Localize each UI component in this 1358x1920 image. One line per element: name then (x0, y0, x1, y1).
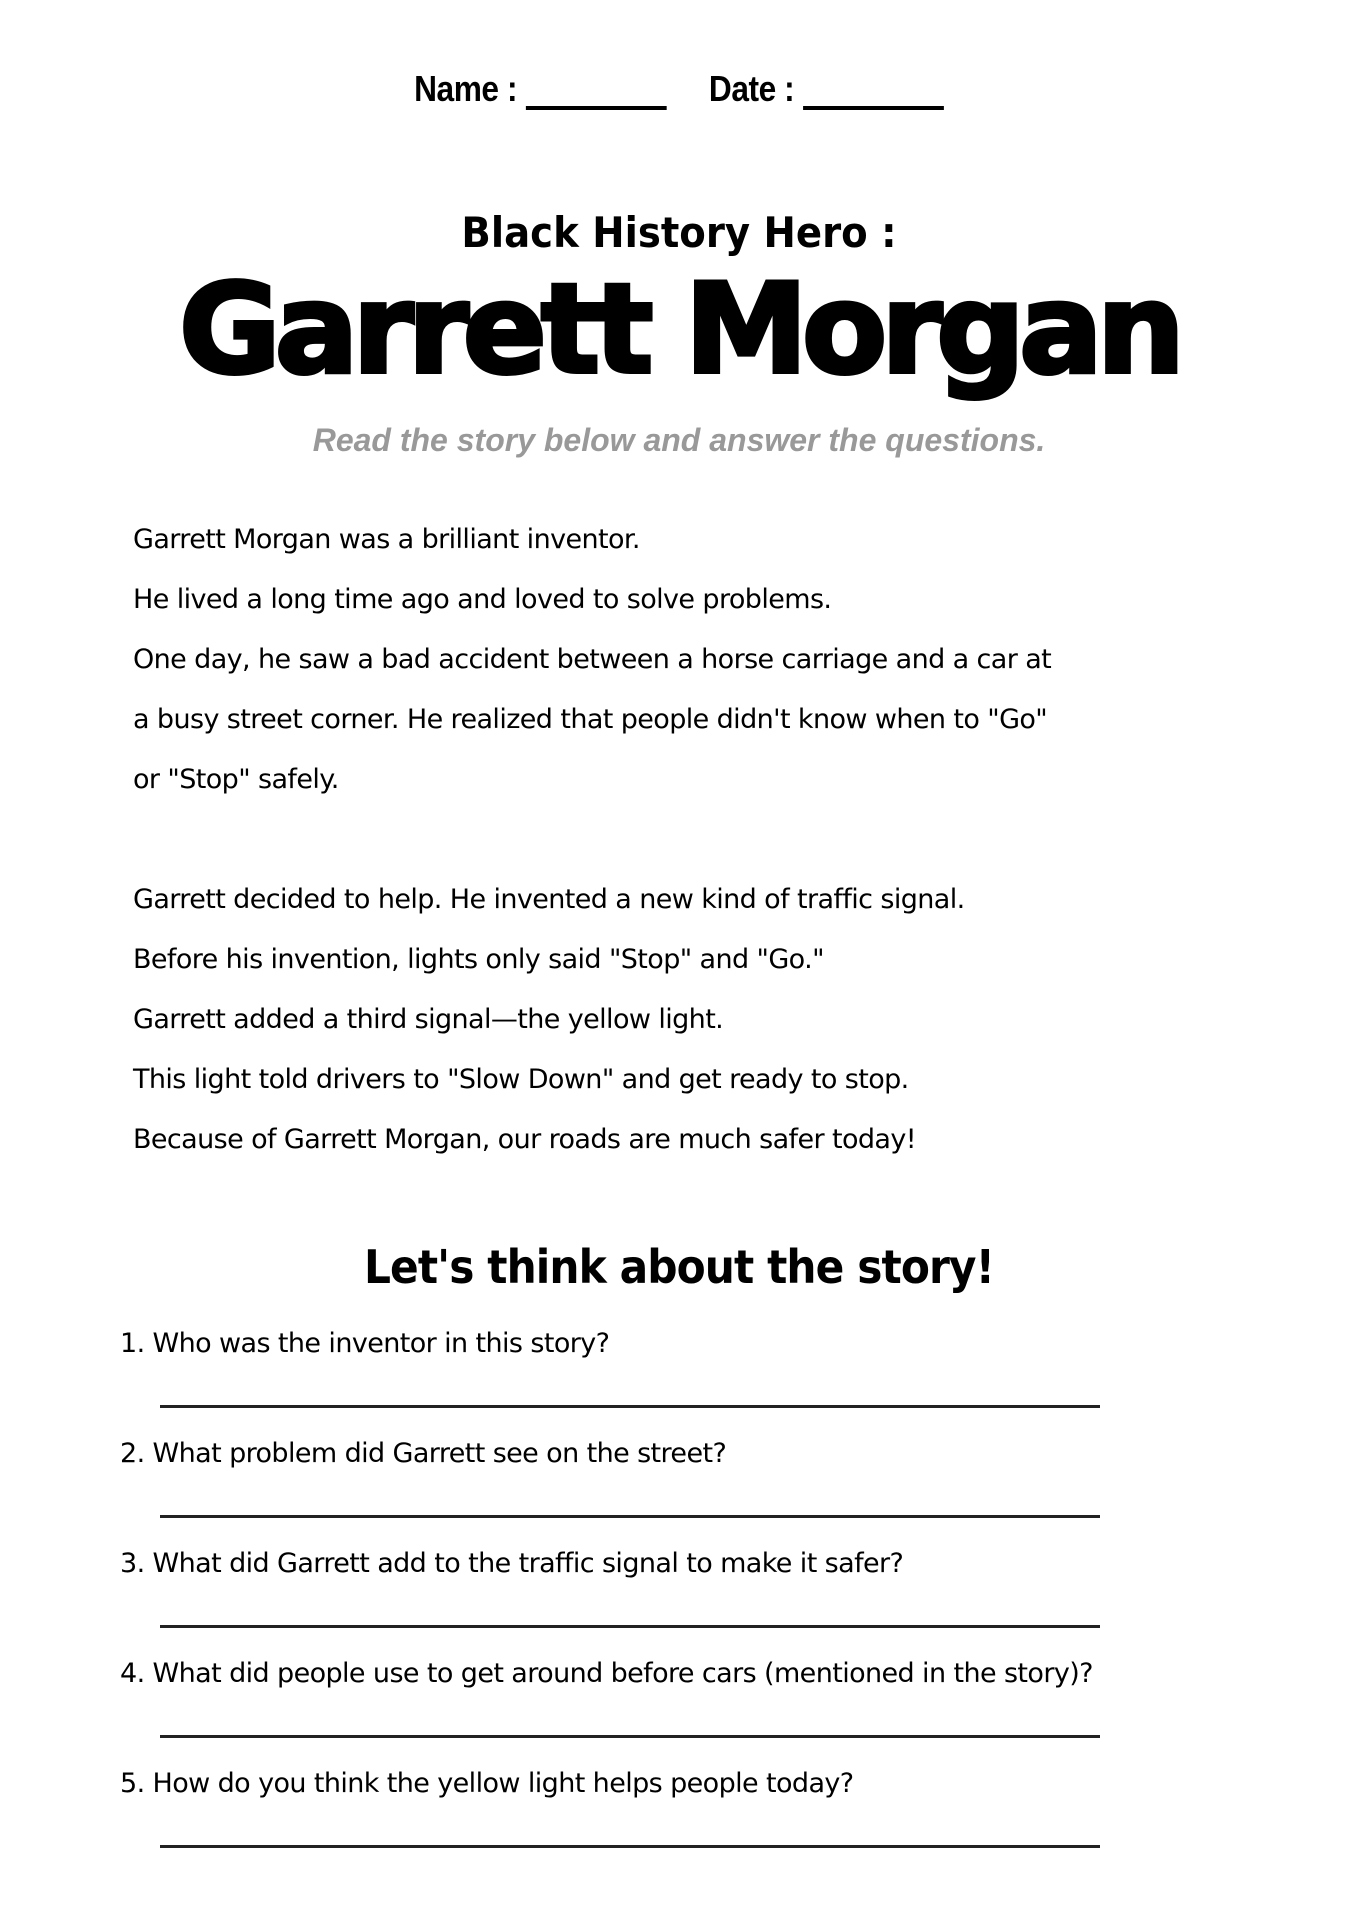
answer-line-2[interactable] (160, 1515, 1100, 1518)
story-line: a busy street corner. He realized that people didn't know when to "Go" (133, 704, 1048, 735)
question-2: 2. What problem did Garrett see on the street? (120, 1438, 727, 1469)
question-3: 3. What did Garrett add to the traffic signal to make it safer? (120, 1548, 904, 1579)
story-line: He lived a long time ago and loved to solve problems. (133, 584, 832, 615)
answer-line-5[interactable] (160, 1845, 1100, 1848)
story-paragraph-1 (133, 510, 1253, 810)
date-label: Date : (708, 68, 795, 109)
story-line: This light told drivers to "Slow Down" and get ready to stop. (133, 1064, 909, 1095)
story-line: Garrett added a third signal—the yellow light. (133, 1004, 724, 1035)
story-line: Garrett Morgan was a brilliant inventor. (133, 524, 640, 555)
story-line: Because of Garrett Morgan, our roads are much safer today! (133, 1124, 916, 1155)
story-line: or "Stop" safely. (133, 764, 339, 795)
name-label: Name : (414, 68, 518, 109)
name-date-header (81, 68, 1276, 110)
answer-line-4[interactable] (160, 1735, 1100, 1738)
kicker-heading: Black History Hero : (461, 208, 897, 257)
page-title: Garrett Morgan (178, 258, 1180, 402)
story-line: Before his invention, lights only said "Stop" and "Go." (133, 944, 824, 975)
questions-heading: Let's think about the story! (364, 1240, 994, 1294)
instructions: Read the story below and answer the questions. (312, 422, 1046, 458)
name-blank[interactable] (526, 76, 667, 110)
date-field (709, 68, 944, 110)
question-5: 5. How do you think the yellow light helps people today? (120, 1768, 854, 1799)
question-4: 4. What did people use to get around before cars (mentioned in the story)? (120, 1658, 1093, 1689)
story-line: One day, he saw a bad accident between a horse carriage and a car at (133, 644, 1052, 675)
answer-line-1[interactable] (160, 1405, 1100, 1408)
name-field (414, 68, 667, 110)
story-line: Garrett decided to help. He invented a new kind of traffic signal. (133, 884, 965, 915)
date-blank[interactable] (803, 76, 944, 110)
story-paragraph-2 (133, 870, 1253, 1170)
answer-line-3[interactable] (160, 1625, 1100, 1628)
question-1: 1. Who was the inventor in this story? (120, 1328, 610, 1359)
